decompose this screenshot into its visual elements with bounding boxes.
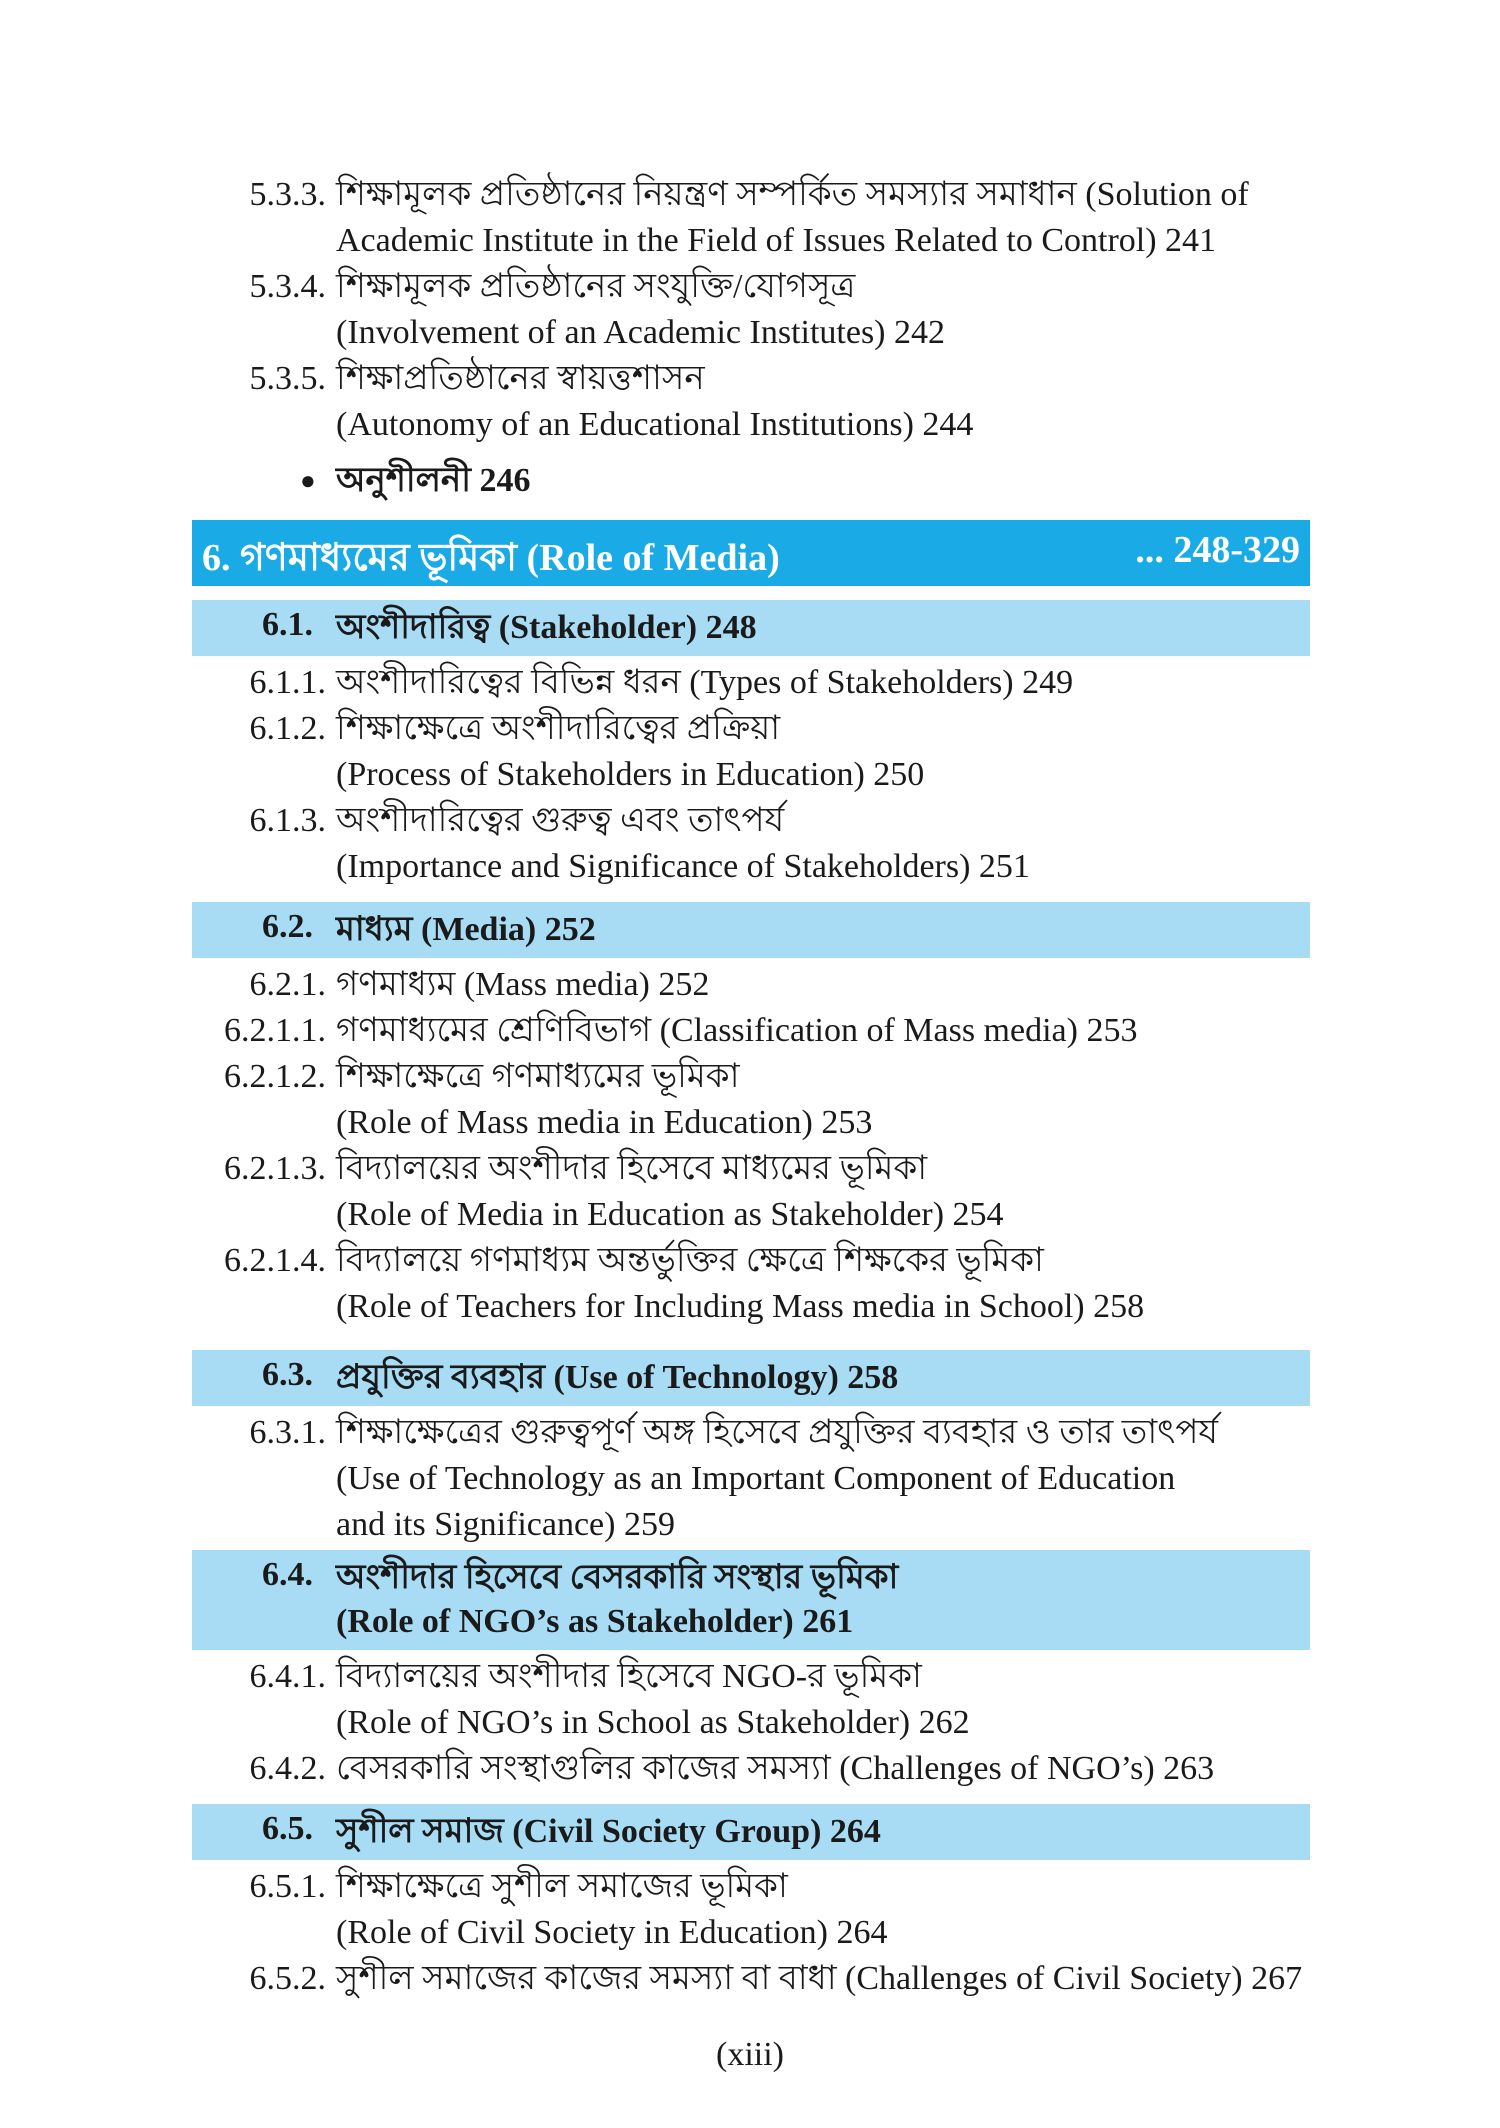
section-title: (Role of NGO’s as Stakeholder) 261 (336, 1603, 854, 1640)
toc-entry-title: শিক্ষাক্ষেত্রে অংশীদারিত্বের প্রক্রিয়া (336, 710, 781, 747)
toc-entry-title: শিক্ষাক্ষেত্রের গুরুত্বপূর্ণ অঙ্গ হিসেবে প্রযুক্তির ব্যবহার ও তার তাৎপর্য (336, 1414, 1219, 1451)
toc-entry-number: 6.1.1. (249, 664, 326, 701)
toc-entry-title-continued: (Role of Media in Education as Stakeholder) 254 (336, 1196, 1004, 1233)
toc-entry-number: 5.3.3. (249, 176, 326, 213)
toc-entry-title: শিক্ষামূলক প্রতিষ্ঠানের নিয়ন্ত্রণ সম্পর্কিত সমস্যার সমাধান (Solution of (336, 176, 1249, 213)
toc-entry-title: শিক্ষাক্ষেত্রে সুশীল সমাজের ভূমিকা (336, 1868, 788, 1905)
section-number: 6.5. (262, 1810, 313, 1847)
toc-entry-number: 6.2.1.3. (224, 1150, 326, 1187)
toc-entry-number: 5.3.5. (249, 360, 326, 397)
chapter-page-range: ... 248-329 (1135, 529, 1300, 571)
section-title: সুশীল সমাজ (Civil Society Group) 264 (336, 1813, 881, 1850)
toc-entry-title-continued: (Role of NGO’s in School as Stakeholder) 262 (336, 1704, 970, 1741)
toc-entry-number: 6.2.1.2. (224, 1058, 326, 1095)
toc-entry-number: 6.1.2. (249, 710, 326, 747)
toc-entry-title-continued: Academic Institute in the Field of Issues Related to Control) 241 (336, 222, 1217, 259)
toc-entry-title: শিক্ষাপ্রতিষ্ঠানের স্বায়ত্তশাসন (336, 360, 705, 397)
bullet-icon: ● (300, 466, 316, 495)
section-number: 6.3. (262, 1356, 313, 1393)
section-title: মাধ্যম (Media) 252 (336, 911, 596, 948)
toc-entry-number: 6.2.1. (249, 966, 326, 1003)
toc-entry-number: 6.4.1. (249, 1658, 326, 1695)
toc-entry-number: 6.3.1. (249, 1414, 326, 1451)
section-number: 6.1. (262, 606, 313, 643)
toc-entry-title-continued: (Use of Technology as an Important Component of Education (336, 1460, 1176, 1497)
section-title: অংশীদার হিসেবে বেসরকারি সংস্থার ভূমিকা (336, 1559, 899, 1596)
chapter-heading-bar (192, 520, 1310, 586)
toc-entry-number: 6.5.1. (249, 1868, 326, 1905)
toc-entry-number: 6.1.3. (249, 802, 326, 839)
toc-entry-title: বিদ্যালয়ে গণমাধ্যম অন্তর্ভুক্তির ক্ষেত্রে শিক্ষকের ভূমিকা (336, 1242, 1044, 1279)
toc-entry-title: বেসরকারি সংস্থাগুলির কাজের সমস্যা (Challenges of NGO’s) 263 (336, 1750, 1215, 1787)
section-heading-bar (192, 1550, 1310, 1650)
toc-entry-number: 6.4.2. (249, 1750, 326, 1787)
section-heading-bar (192, 1804, 1310, 1860)
toc-entry-title: সুশীল সমাজের কাজের সমস্যা বা বাধা (Challenges of Civil Society) 267 (336, 1960, 1303, 1997)
section-number: 6.4. (262, 1556, 313, 1593)
page-number: (xiii) (716, 2036, 784, 2073)
toc-entry-title: গণমাধ্যমের শ্রেণিবিভাগ (Classification of Mass media) 253 (336, 1012, 1138, 1049)
section-title: প্রযুক্তির ব্যবহার (Use of Technology) 258 (336, 1359, 899, 1396)
section-heading-bar (192, 902, 1310, 958)
section-number: 6.2. (262, 908, 313, 945)
toc-entry-number: 6.2.1.4. (224, 1242, 326, 1279)
toc-entry-title: বিদ্যালয়ের অংশীদার হিসেবে NGO-র ভূমিকা (336, 1658, 922, 1695)
chapter-title: 6. গণমাধ্যমের ভূমিকা (Role of Media) (202, 537, 780, 579)
toc-entry-title-continued: (Importance and Significance of Stakeholders) 251 (336, 848, 1030, 885)
toc-entry-title-continued: (Involvement of an Academic Institutes) 242 (336, 314, 945, 351)
toc-entry-number: 5.3.4. (249, 268, 326, 305)
toc-entry-title-continued: (Process of Stakeholders in Education) 250 (336, 756, 925, 793)
exercise-label: অনুশীলনী 246 (336, 462, 531, 499)
toc-entry-title: গণমাধ্যম (Mass media) 252 (336, 966, 710, 1003)
toc-entry-title-continued: (Role of Mass media in Education) 253 (336, 1104, 873, 1141)
toc-entry-title: শিক্ষামূলক প্রতিষ্ঠানের সংযুক্তি/যোগসূত্র (336, 268, 856, 305)
section-heading-bar (192, 1350, 1310, 1406)
section-heading-bar (192, 600, 1310, 656)
toc-entry-number: 6.5.2. (249, 1960, 326, 1997)
toc-entry-title: বিদ্যালয়ের অংশীদার হিসেবে মাধ্যমের ভূমিকা (336, 1150, 928, 1187)
toc-entry-title-continued: and its Significance) 259 (336, 1506, 675, 1543)
toc-entry-title: অংশীদারিত্বের গুরুত্ব এবং তাৎপর্য (336, 802, 785, 839)
toc-entry-number: 6.2.1.1. (224, 1012, 326, 1049)
toc-entry-title: শিক্ষাক্ষেত্রে গণমাধ্যমের ভূমিকা (336, 1058, 740, 1095)
toc-entry-title-continued: (Role of Civil Society in Education) 264 (336, 1914, 888, 1951)
toc-entry-title-continued: (Role of Teachers for Including Mass media in School) 258 (336, 1288, 1145, 1325)
toc-entry-title: অংশীদারিত্বের বিভিন্ন ধরন (Types of Stakeholders) 249 (336, 664, 1074, 701)
toc-entry-title-continued: (Autonomy of an Educational Institutions) 244 (336, 406, 974, 443)
section-title: অংশীদারিত্ব (Stakeholder) 248 (336, 609, 757, 646)
